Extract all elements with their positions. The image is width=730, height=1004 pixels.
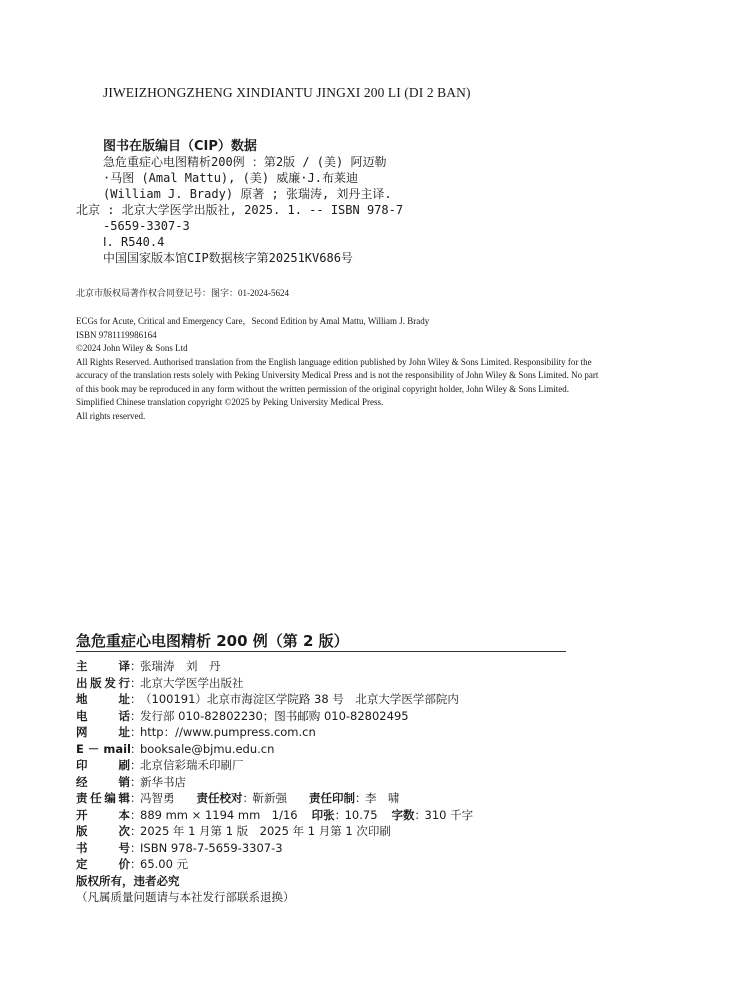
label: 字数 [391,807,415,822]
label: 版 次 [76,824,130,838]
cip-line: 北京 : 北京大学医学出版社, 2025. 1. -- ISBN 978-7 [76,203,404,217]
value: 新华书店 [140,774,186,789]
value: 10.75 [344,807,378,822]
label: 开 本 [76,807,130,822]
value: 冯智勇 [140,791,175,805]
email-link[interactable]: booksale@bjmu.edu.cn [140,741,275,756]
label: 印张 [311,807,335,822]
value: 靳新强 [252,791,287,805]
cip-line: (William J. Brady) 原著 ; 张瑞涛, 刘丹主译. [103,187,392,201]
website-link[interactable]: http：//www.pumpress.com.cn [140,725,316,739]
colophon-row-phone: 电 话 ： 发行部 010-82802230；图书邮购 010-82802495 [76,708,409,723]
label: 责任编辑 [76,791,130,805]
colophon-row-editors: 责任编辑 ： 冯智勇 责任校对 ： 靳新强 责任印制 ： 李 啸 [76,791,400,805]
label: 网 址 [76,725,130,739]
rights-block [76,315,666,423]
value: 张瑞涛 刘 丹 [140,659,221,673]
rights-line: ECGs for Acute, Critical and Emergency Care，Second Edition by Amal Mattu, William J. Brady [76,316,430,326]
colophon-row-printer: 印 刷 ： 北京信彩瑞禾印刷厂 [76,758,244,772]
copyright-registration: 北京市版权局著作权合同登记号：图字：01-2024-5624 [76,288,289,298]
value: 发行部 010-82802230；图书邮购 010-82802495 [140,708,409,723]
cip-line: ·马图 (Amal Mattu), (美) 威廉·J.布莱迪 [103,171,358,185]
value: 北京大学医学出版社 [140,675,244,690]
rights-line: ©2024 John Wiley & Sons Ltd [76,343,188,353]
label: 书 号 [76,840,130,855]
label: E － mail [76,741,131,756]
rights-line: Simplified Chinese translation copyright ©2025 by Peking University Medical Press. [76,397,384,407]
label: 主 译 [76,659,130,673]
cip-line: -5659-3307-3 [103,219,190,233]
label: 印 刷 [76,758,130,772]
quality-notice: （凡属质量问题请与本社发行部联系退换） [76,890,295,904]
value: （100191）北京市海淀区学院路 38 号 北京大学医学部院内 [140,692,459,706]
colophon-row-distributor: 经 销 ： 新华书店 [76,774,186,789]
label: 出版发行 [76,675,130,690]
book-title: 急危重症心电图精析 200 例（第 2 版） [76,632,349,650]
value: 2025 年 1 月第 1 版 2025 年 1 月第 1 次印刷 [140,824,391,838]
colophon-row-format: 开 本 ： 889 mm × 1194 mm 1/16 印张 ： 10.75 字数 ： 310 千字 [76,807,474,822]
title-rule [76,651,566,652]
value: 310 千字 [424,807,474,822]
colophon-row-publisher: 出版发行 ： 北京大学医学出版社 [76,675,244,690]
colophon-row-address: 地 址 ： （100191）北京市海淀区学院路 38 号 北京大学医学部院内 [76,692,459,706]
rights-line: accuracy of the translation rests solely with Peking University Medical Press and is not the responsibility of John Wiley & Sons Limited. No part [76,370,599,380]
rights-line: of this book may be reproduced in any form without the written permission of the original copyright holder, John Wiley & Sons Limited. [76,383,570,394]
label: 经 销 [76,774,130,789]
colophon-row-isbn: 书 号 ： ISBN 978-7-5659-3307-3 [76,840,283,855]
cip-heading: 图书在版编目（CIP）数据 [103,139,257,154]
value: 889 mm × 1194 mm 1/16 [140,807,298,822]
label: 责任印制 [309,791,355,805]
value: ISBN 978-7-5659-3307-3 [140,840,283,855]
colophon-row-price: 定 价 ： 65.00 元 [76,857,189,871]
colophon [76,658,473,906]
colophon-row-email: E － mail ： booksale@bjmu.edu.cn [76,741,275,756]
rights-line: All Rights Reserved. Authorised translation from the English language edition published by John Wiley & Sons Limited. Responsibility for the [76,356,592,367]
label: 电 话 [76,708,130,723]
cip-line: 中国国家版本馆CIP数据核字第20251KV686号 [103,251,353,265]
rights-reserved: 版权所有，违者必究 [76,873,180,888]
cip-line: 急危重症心电图精析200例 ：第2版 / (美) 阿迈勒 [103,155,387,169]
cip-line: Ⅰ. R540.4 [103,235,165,249]
label: 定 价 [76,857,130,871]
rights-line: All rights reserved. [76,410,146,421]
value: 北京信彩瑞禾印刷厂 [140,758,244,772]
rights-line: ISBN 9781119986164 [76,329,157,340]
pinyin-title: JIWEIZHONGZHENG XINDIANTU JINGXI 200 LI (DI 2 BAN) [103,85,471,100]
label: 责任校对 [196,791,243,805]
colophon-row-edition: 版 次 ： 2025 年 1 月第 1 版 2025 年 1 月第 1 次印刷 [76,824,391,838]
label: 地 址 [76,692,130,706]
colophon-row-website: 网 址 ： http：//www.pumpress.com.cn [76,725,316,739]
value: 李 啸 [365,791,400,805]
colophon-row-translator: 主 译 ： 张瑞涛 刘 丹 [76,659,221,673]
value: 65.00 元 [140,857,189,871]
